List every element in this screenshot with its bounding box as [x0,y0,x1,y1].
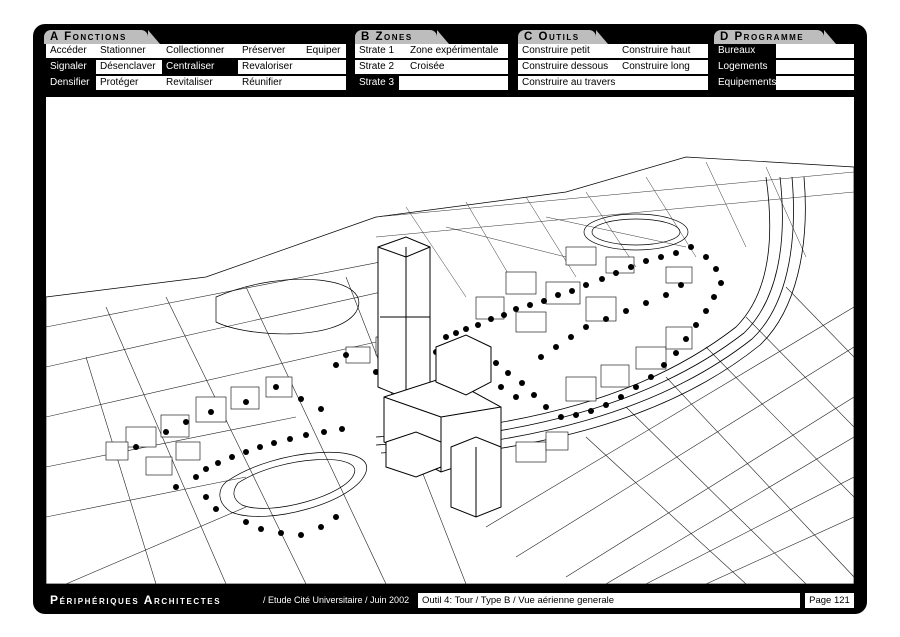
item-equiper[interactable]: Equiper [302,44,346,58]
item-desenclaver[interactable]: Désenclaver [96,60,162,74]
aerial-view-image [46,97,854,584]
item-acceder[interactable]: Accéder [46,44,96,58]
item-construire-haut[interactable]: Construire haut [618,44,708,58]
blank-cell [776,60,854,74]
footer-caption: Outil 4: Tour / Type B / Vue aérienne generale [418,593,800,608]
section-d-header: D Programme [714,30,824,44]
item-bureaux[interactable]: Bureaux [714,44,776,58]
item-preserver[interactable]: Préserver [238,44,302,58]
item-logements[interactable]: Logements [714,60,776,74]
item-strate-3[interactable]: Strate 3 [355,76,399,90]
item-construire-petit[interactable]: Construire petit [518,44,618,58]
blank-cell [776,44,854,58]
item-zone-experimentale[interactable]: Zone expérimentale [406,44,508,58]
item-strate-2[interactable]: Strate 2 [355,60,406,74]
item-revaloriser[interactable]: Revaloriser [238,60,346,74]
blank-cell [776,76,854,90]
item-strate-1[interactable]: Strate 1 [355,44,406,58]
footer-study: / Etude Cité Universitaire / Juin 2002 [263,595,410,605]
section-a-header: A Fonctions [44,30,148,44]
item-signaler[interactable]: Signaler [46,60,96,74]
item-revitaliser[interactable]: Revitaliser [162,76,238,90]
item-reunifier[interactable]: Réunifier [238,76,346,90]
item-collectionner[interactable]: Collectionner [162,44,238,58]
item-construire-long[interactable]: Construire long [618,60,708,74]
section-b-header: B Zones [355,30,437,44]
item-equipements[interactable]: Equipements [714,76,776,90]
footer-firm: Périphériques Architectes [50,593,222,607]
item-proteger[interactable]: Protéger [96,76,162,90]
page-number: Page 121 [805,593,854,608]
item-stationner[interactable]: Stationner [96,44,162,58]
item-centraliser[interactable]: Centraliser [162,60,225,74]
section-c-header: C Outils [518,30,596,44]
item-densifier[interactable]: Densifier [46,76,96,90]
item-croisee[interactable]: Croisée [406,60,508,74]
blank-cell [399,76,508,90]
item-construire-au-travers[interactable]: Construire au travers [518,76,708,90]
item-construire-dessous[interactable]: Construire dessous [518,60,618,74]
